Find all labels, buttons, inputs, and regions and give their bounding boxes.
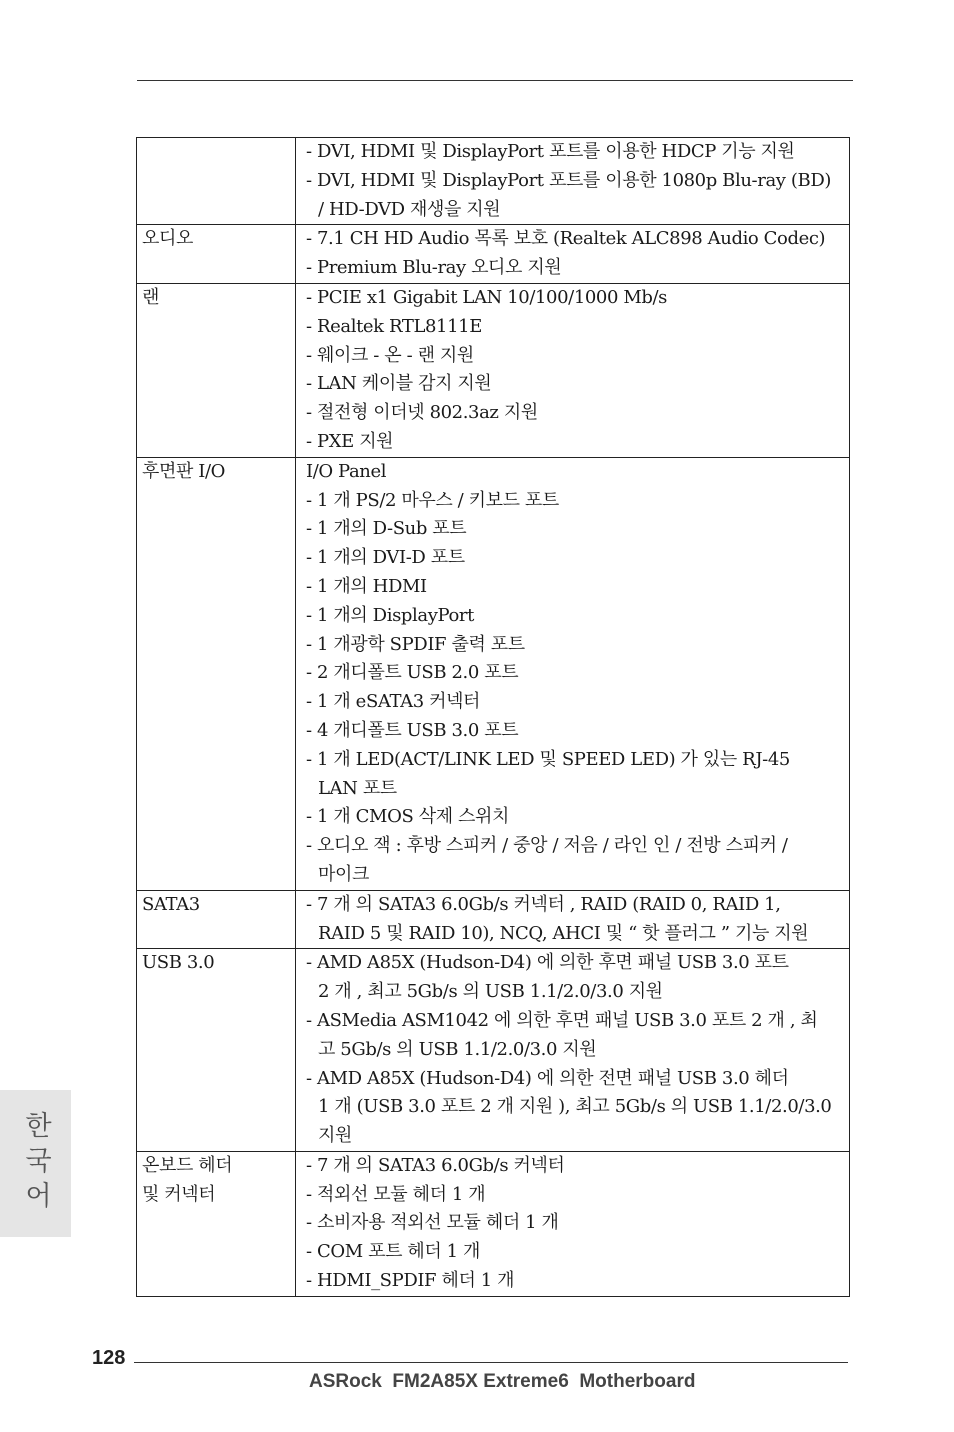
spec-line: LAN 포트 [318,777,397,799]
spec-line: - LAN 케이블 감지 지원 [306,373,492,395]
spec-line: - 1 개의 DVI-D 포트 [306,547,465,569]
spec-line: - 1 개의 DisplayPort [306,604,474,626]
spec-line: - 1 개 eSATA3 커넥터 [306,691,481,713]
spec-content [296,283,850,457]
spec-line: 1 개 (USB 3.0 포트 2 개 지원 ), 최고 5Gb/s 의 USB 1.1/2.0/3.0 [318,1096,832,1118]
spec-line: - 4 개디폴트 USB 3.0 포트 [306,719,519,741]
spec-line: - 1 개의 HDMI [306,575,427,597]
spec-label: 온보드 헤더 및 커넥터 [137,1151,296,1296]
spec-label: SATA3 [137,890,296,949]
spec-line: I/O Panel [306,460,387,482]
spec-row [137,457,850,890]
spec-line: - AMD A85X (Hudson-D4) 에 의한 후면 패널 USB 3.0 포트 [306,952,789,974]
spec-line: - 적외선 모듈 헤더 1 개 [306,1183,486,1205]
spec-line: - 1 개광학 SPDIF 출력 포트 [306,633,525,655]
spec-row [137,138,850,225]
header-rule [137,80,853,81]
footer-product-name: ASRock FM2A85X Extreme6 Motherboard [309,1371,696,1392]
spec-line: - 절전형 이더넷 802.3az 지원 [306,402,538,424]
spec-line: - 1 개 CMOS 삭제 스위치 [306,806,509,828]
spec-line: - 1 개의 D-Sub 포트 [306,518,467,540]
spec-content [296,225,850,284]
spec-line: - HDMI_SPDIF 헤더 1 개 [306,1270,515,1292]
page-number: 128 [92,1347,126,1369]
spec-row [137,1151,850,1296]
spec-line: - 1 개 LED(ACT/LINK LED 및 SPEED LED) 가 있는 RJ-45 [306,748,790,770]
spec-line: - Realtek RTL8111E [306,315,482,337]
spec-line: 고 5Gb/s 의 USB 1.1/2.0/3.0 지원 [318,1038,597,1060]
spec-label [137,138,296,225]
spec-label: USB 3.0 [137,949,296,1152]
spec-line: - ASMedia ASM1042 에 의한 후면 패널 USB 3.0 포트 2 개 , 최 [306,1009,818,1031]
spec-line: - 7.1 CH HD Audio 목록 보호 (Realtek ALC898 Audio Codec) [306,228,826,250]
spec-line: - 웨이크 - 온 - 랜 지원 [306,344,474,366]
spec-line: - COM 포트 헤더 1 개 [306,1241,481,1263]
spec-row [137,890,850,949]
spec-line: - DVI, HDMI 및 DisplayPort 포트를 이용한 1080p Blu-ray (BD) [306,169,831,191]
spec-content [296,457,850,890]
spec-line: - DVI, HDMI 및 DisplayPort 포트를 이용한 HDCP 기능 지원 [306,141,795,162]
spec-row [137,225,850,284]
spec-line: - 7 개 의 SATA3 6.0Gb/s 커넥터 , RAID (RAID 0, RAID 1, [306,893,781,915]
spec-line: 마이크 [318,863,369,885]
spec-table-body [137,138,850,1297]
spec-label: 랜 [137,283,296,457]
spec-line: - Premium Blu-ray 오디오 지원 [306,257,562,279]
spec-line: - PCIE x1 Gigabit LAN 10/100/1000 Mb/s [306,286,668,308]
spec-line: 지원 [318,1125,352,1147]
spec-line: - 7 개 의 SATA3 6.0Gb/s 커넥터 [306,1154,565,1176]
spec-label: 오디오 [137,225,296,284]
spec-row [137,283,850,457]
spec-row [137,949,850,1152]
spec-line: - 2 개디폴트 USB 2.0 포트 [306,662,519,684]
footer-rule [134,1362,848,1363]
spec-content [296,949,850,1152]
spec-line: - 소비자용 적외선 모듈 헤더 1 개 [306,1212,559,1234]
spec-line: - PXE 지원 [306,430,394,452]
spec-line: - 1 개 PS/2 마우스 / 키보드 포트 [306,489,559,511]
spec-content [296,138,850,225]
spec-line: RAID 5 및 RAID 10), NCQ, AHCI 및 “ 핫 플러그 ” 기능 지원 [318,922,809,944]
spec-line: - 오디오 잭 : 후방 스피커 / 중앙 / 저음 / 라인 인 / 전방 스피커 / [306,835,788,857]
language-tab-label: 한국어 [20,1111,51,1216]
spec-content [296,890,850,949]
spec-label: 후면판 I/O [137,457,296,890]
spec-line: 2 개 , 최고 5Gb/s 의 USB 1.1/2.0/3.0 지원 [318,981,663,1003]
spec-table [136,137,850,1297]
spec-line: - AMD A85X (Hudson-D4) 에 의한 전면 패널 USB 3.0 헤더 [306,1067,789,1089]
spec-content [296,1151,850,1296]
language-side-tab [0,1090,71,1237]
spec-line: / HD-DVD 재생을 지원 [318,198,501,220]
